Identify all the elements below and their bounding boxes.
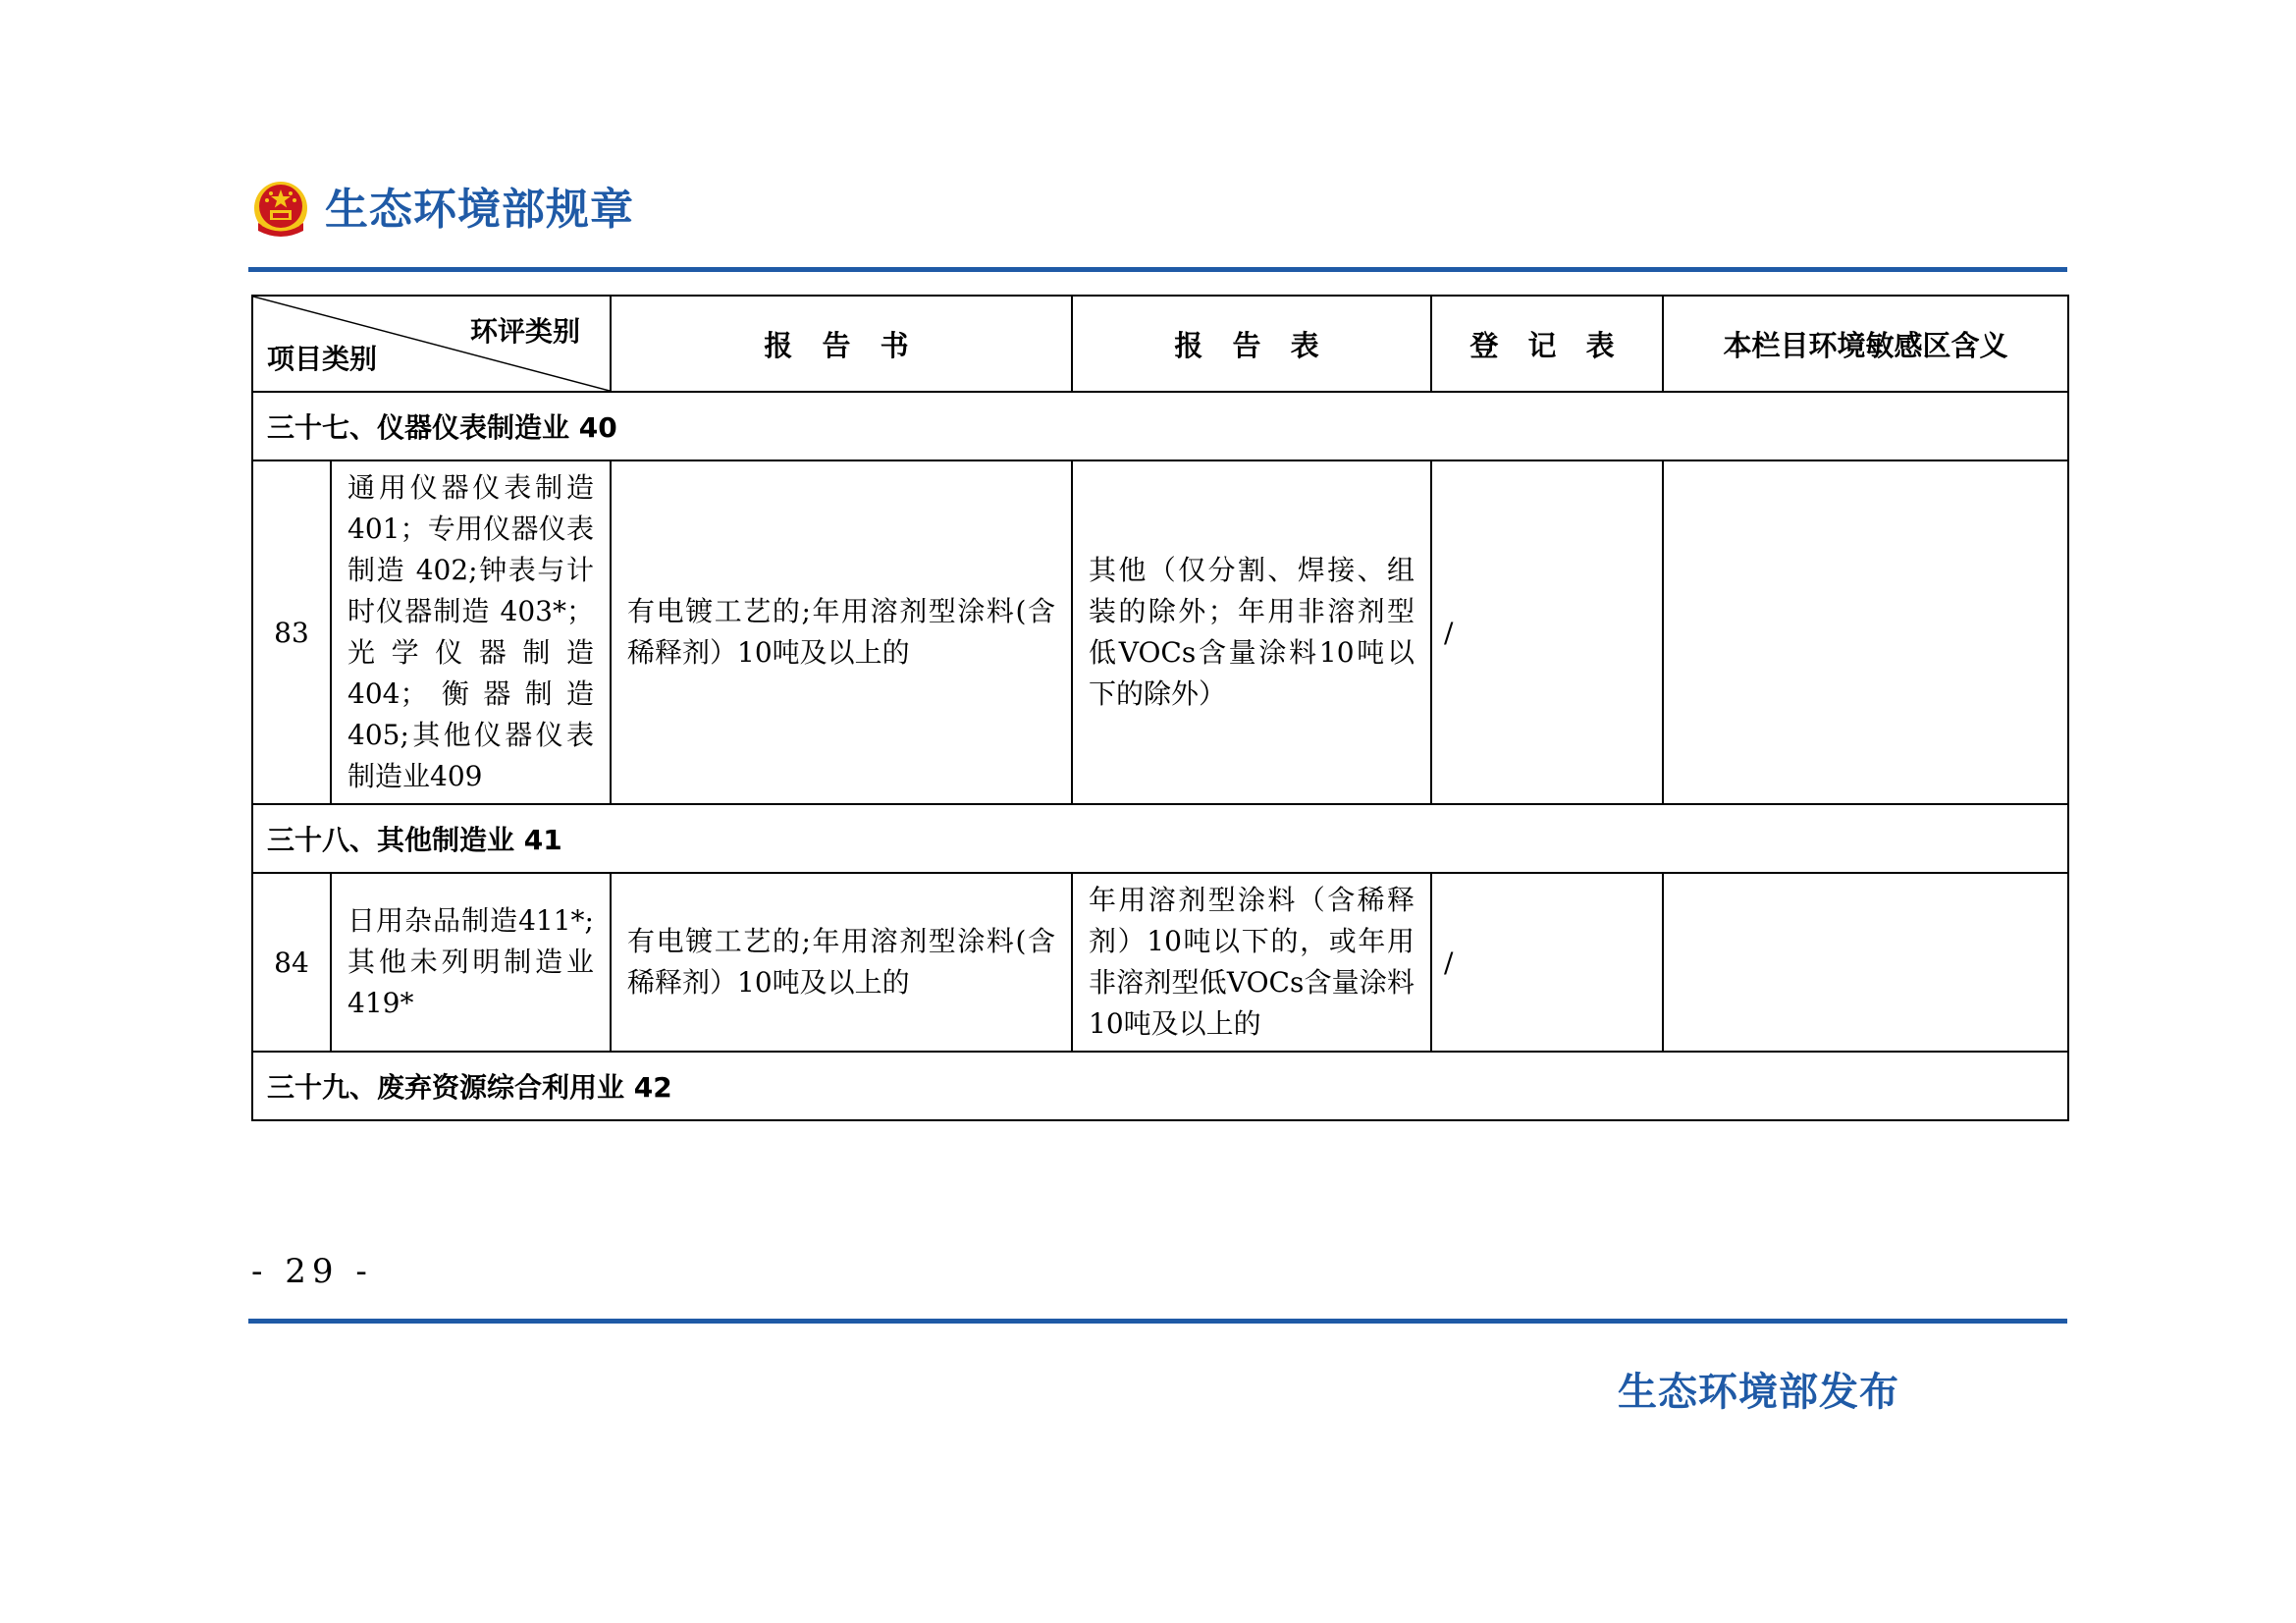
footer-rule	[248, 1319, 2067, 1324]
row-report-book: 有电镀工艺的;年用溶剂型涂料(含稀释剂）10吨及以上的	[611, 873, 1072, 1052]
row-register: /	[1431, 873, 1663, 1052]
table-row	[252, 460, 2068, 804]
header-rule	[248, 267, 2067, 272]
section-row	[252, 804, 2068, 873]
row-number: 83	[252, 460, 331, 804]
row-report-form: 年用溶剂型涂料（含稀释剂）10吨以下的，或年用非溶剂型低VOCs含量涂料10吨及以上的	[1072, 873, 1431, 1052]
col-header-report-book: 报 告 书	[611, 296, 1072, 392]
diagonal-header-cell	[252, 296, 611, 392]
col-header-report-form: 报 告 表	[1072, 296, 1431, 392]
header-title: 生态环境部规章	[325, 185, 634, 235]
national-emblem-icon	[250, 180, 311, 241]
diag-bottom-label: 项目类别	[267, 343, 378, 375]
row-category: 日用杂品制造411*;其他未列明制造业 419*	[331, 873, 611, 1052]
page-header	[250, 173, 634, 247]
col-header-register: 登 记 表	[1431, 296, 1663, 392]
classification-table	[251, 295, 2069, 1121]
table-row	[252, 873, 2068, 1052]
section-title: 三十九、废弃资源综合利用业 42	[252, 1052, 2068, 1120]
row-report-form: 其他（仅分割、焊接、组装的除外；年用非溶剂型低VOCs含量涂料10吨以下的除外）	[1072, 460, 1431, 804]
section-row	[252, 1052, 2068, 1120]
row-register: /	[1431, 460, 1663, 804]
section-row	[252, 392, 2068, 460]
footer-publisher: 生态环境部发布	[1618, 1370, 1899, 1415]
row-sensitive	[1663, 460, 2068, 804]
table-header-row	[252, 296, 2068, 392]
row-sensitive	[1663, 873, 2068, 1052]
section-title: 三十七、仪器仪表制造业 40	[252, 392, 2068, 460]
page-number: - 29 -	[251, 1252, 373, 1291]
section-title: 三十八、其他制造业 41	[252, 804, 2068, 873]
diag-top-label: 环评类别	[469, 315, 580, 348]
col-header-sensitive: 本栏目环境敏感区含义	[1663, 296, 2068, 392]
row-category: 通用仪器仪表制造401；专用仪器仪表制造 402;钟表与计时仪器制造 403*；光学仪器制造 404；衡器制造 405;其他仪器仪表制造业409	[331, 460, 611, 804]
row-number: 84	[252, 873, 331, 1052]
row-report-book: 有电镀工艺的;年用溶剂型涂料(含稀释剂）10吨及以上的	[611, 460, 1072, 804]
